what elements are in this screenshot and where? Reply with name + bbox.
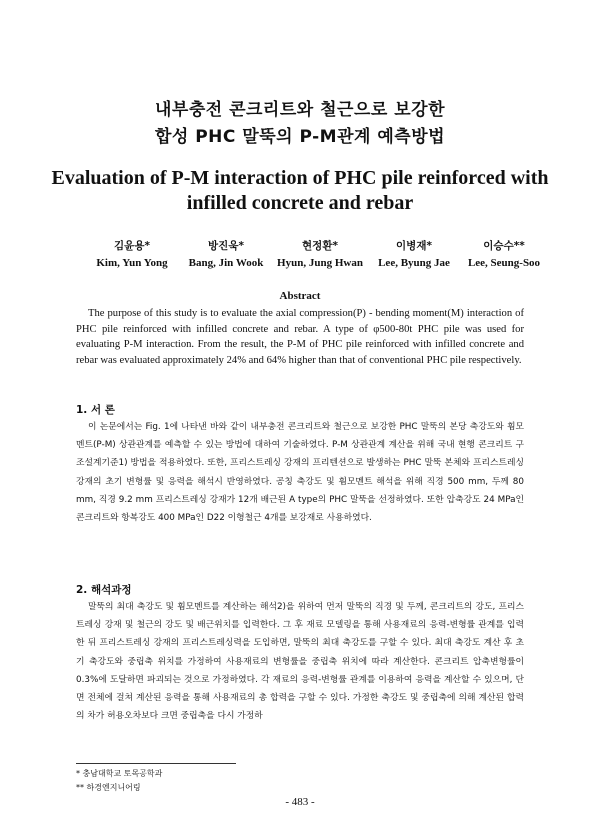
author-name-ko: 방진욱* bbox=[208, 240, 244, 252]
author-name-ko: 김윤용* bbox=[114, 240, 150, 252]
footnote-affiliation-2: ** 하경엔지니어링 bbox=[76, 783, 141, 792]
section-body-introduction bbox=[76, 418, 524, 527]
abstract-body bbox=[76, 306, 524, 368]
korean-title-line-2: 합성 PHC 말뚝의 P-M관계 예측방법 bbox=[154, 127, 446, 147]
section-heading-analysis: 2. 해석과정 bbox=[76, 584, 132, 596]
section-body-analysis bbox=[76, 598, 524, 725]
author-name-en: Lee, Byung Jae bbox=[378, 257, 450, 269]
english-title-line-1: Evaluation of P-M interaction of PHC pile reinforced with bbox=[51, 167, 549, 189]
author-name-en: Lee, Seung-Soo bbox=[467, 257, 541, 269]
author-5 bbox=[449, 238, 559, 272]
author-name-en: Kim, Yun Yong bbox=[96, 257, 168, 269]
author-name-ko: 이승수** bbox=[483, 240, 525, 252]
author-name-ko: 현정환* bbox=[302, 240, 338, 252]
abstract-heading: Abstract bbox=[279, 290, 321, 302]
footnote-affiliation-1: * 충남대학교 토목공학과 bbox=[76, 769, 163, 778]
korean-title-line-1: 내부충전 콘크리트와 철근으로 보강한 bbox=[154, 100, 445, 120]
footnote-rule bbox=[76, 763, 236, 764]
author-name-en: Bang, Jin Wook bbox=[188, 257, 264, 269]
section-heading-introduction: 1. 서 론 bbox=[76, 404, 115, 416]
author-name-ko: 이병재* bbox=[396, 240, 432, 252]
body-paragraph: 이 논문에서는 Fig. 1에 나타낸 바와 같이 내부충전 콘크리트와 철근으로 보강한 PHC 말뚝의 본당 축강도와 휨모멘트(P-M) 상관관계를 예측할 수 있는 방법에 대하여 기술하였다. P-M 상관관계 계산을 위해 국내 현행 콘크리트 구조설계기준1) 방법을 적용하였다. 또한, 프리스트레싱 강재의 프리텐션으로 발생하는 PHC 말뚝 본체와 프리스트레싱 강재의 초기 변형률 및 응력을 해석시 반영하였다. 공칭 축강도 및 휨모멘트 해석을 위해 직경 500 mm, 두께 80 mm, 직경 9.2 mm 프리스트레싱 강재가 12개 배근된 A type의 PHC 말뚝을 선정하였다. 또한 압축강도 24 MPa인 콘크리트와 항복강도 400 MPa인 D22 이형철근 4개를 보강재로 사용하였다. bbox=[76, 422, 524, 524]
english-title-line-2: infilled concrete and rebar bbox=[186, 192, 414, 214]
body-paragraph: 말뚝의 최대 축강도 및 휨모멘트를 계산하는 해석2)을 위하여 먼저 말뚝의 직경 및 두께, 콘크리트의 강도, 프리스트레싱 강재 및 철근의 강도 및 배근위치를 입력한다. 그 후 재료 모델링을 통해 사용재료의 응력-변형률 관계를 입력한 뒤 프리스트레싱 강재의 프리스트레싱력을 도입하면, 말뚝의 최대 축강도를 구할 수 있다. 최대 축강도 계산 후 초기 축강도와 중립축 위치를 가정하여 사용재료의 변형률을 중립축 위치에 따라 계산한다. 콘크리트 압축변형률이 0.3%에 도달하면 파괴되는 것으로 가정하였다. 각 재료의 응력-변형률 관계를 이용하여 응력을 계산할 수 있으며, 단면 전체에 걸쳐 계산된 응력을 통해 사용재료의 총 합력을 구할 수 있다. 가정한 축강도 및 중립축에 의해 계산된 합력의 차가 허용오차보다 크면 중립축을 다시 가정하 bbox=[76, 602, 524, 722]
abstract-paragraph: The purpose of this study is to evaluate the axial compression(P) - bending moment(M) interaction of PHC pile reinforced with infilled concrete and rebar. A type of φ500-80t PHC pile was used for evaluating P-M interaction. From the result, the P-M of PHC pile reinforced with infilled concrete and rebar was evaluated approximately 24% and 64% higher than that of conventional PHC pile respectively. bbox=[76, 308, 524, 366]
page-number: - 483 - bbox=[285, 796, 315, 808]
author-name-en: Hyun, Jung Hwan bbox=[277, 257, 363, 269]
